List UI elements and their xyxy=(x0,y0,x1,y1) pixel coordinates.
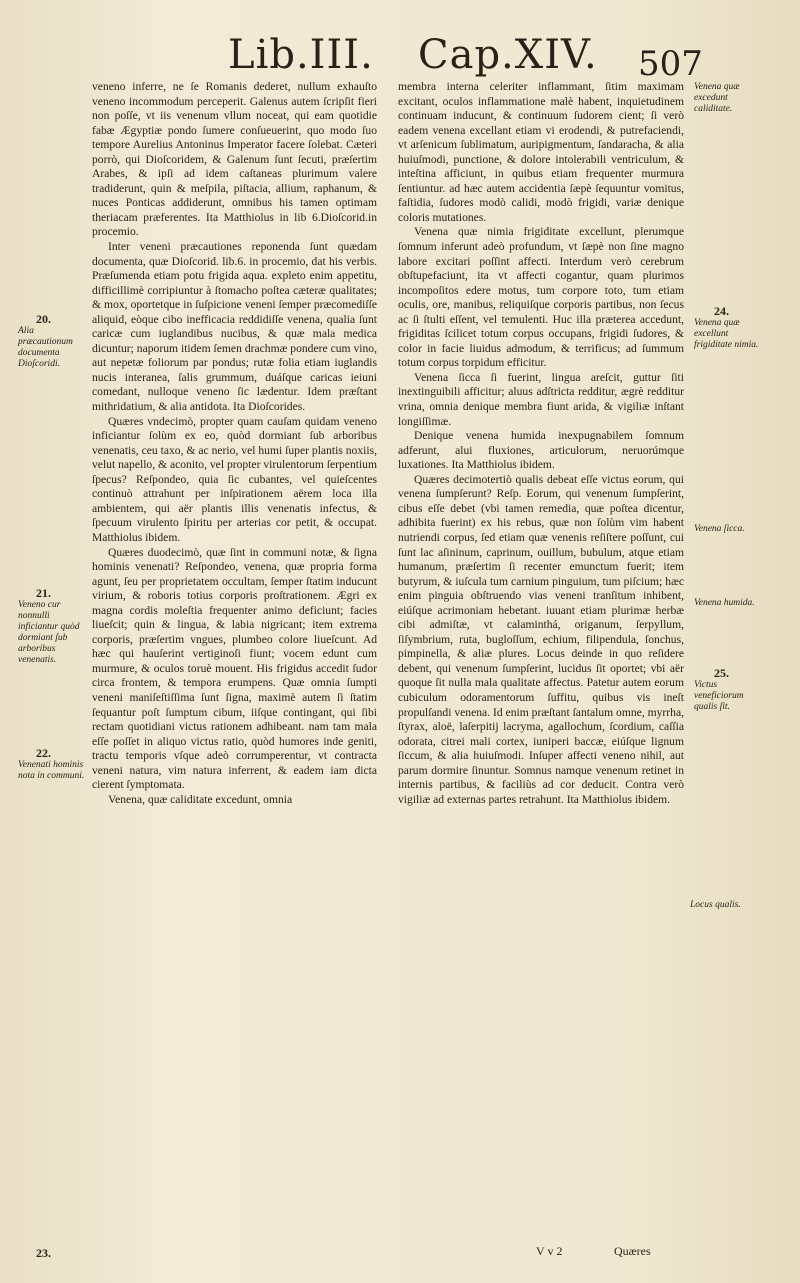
paragraph: veneno inferre, ne ſe Romanis dederet, nullum exhauſto veneno incommodum perceperit. Galenus autem ſcripſit fieri non poſſe, vt iis venenum vllum noceat, qui eam quotidie fabæ Ægyptiæ pondo ſumere conſueuerint, quo modo ſuo tempore Aurelius Antoninus Imperator facere ſolebat. Cæteri porrò, qui Dioſcoridem, & Galenum ſunt ſecuti, præſertim Arabes, & ipſi ad idem caſtaneas plurimum valere tradiderunt, quin & meſpila, piſtacia, allium, raphanum, & nuces Ponticas addiderunt, omnibus his tamen optimam theriacam præferentes. Ita Matthiolus in lib 6.Dioſcorid.in procemio. xyxy=(92,80,377,239)
margin-note: Veneno cur nonnulli inficiantur quòd dormiant ſub arboribus venenatis. xyxy=(18,600,80,665)
paragraph: membra interna celeriter inflammant, ſitim maximam excitant, oculos inflammatione malè habent, inquietudinem continuam inducunt, & continuum ſudorem cient; ſi verò eadem venena excellant etiam vi erodendi, & putrefaciendi, vt arſenicum ſublimatum, auripigmentum, ſandaracha, & alia huiuſmodi, punctione, & dolore intolerabili ventriculum, & inteſtina afficiunt, in quibus etiam frequenter murmura ſentiuntur. ad hæc autem accidentia ſæpè ſequuntur vomitus, faſtidia, ſudores modò calidi, modò frigidi, variæ denique coloris mutationes. xyxy=(398,80,684,224)
paragraph: Quæres decimotertiò qualis debeat eſſe victus eorum, qui venena ſumpſerunt? Reſp. Eorum, qui venenum ſumpſerint, cibus eſſe debet (vbi tamen remedia, quæ poſtea dicentur, adhibita fuerint) ex his rebus, quæ non ſolùm vim habent nutriendi corpus, ſed etiam quæ venenis reſiſtere poſſunt, cui ſunt lac aſininum, caprinum, ouillum, bubulum, atque etiam humanum, præſertim ſi recenter emunctum fuerit; item butyrum, & iuſcula tum carnium pinguium, tum piſcium; hæc enim pinguia obſtruendo vias veneni tranſitum inhibent, eiúſque acrimoniam hebetant. iuuant etiam plurimæ herbæ cibi admiſtæ, vt calaminthá, origanum, ſerpyllum, ſiſymbrium, ruta, bugloſſum, echium, filipendula, ſonchus, pimpinella, & aliæ plures. Locus deinde in quo reſidere debent, qui venenum ſumpſerint, lucidus ſit oportet; vbi aër quoque ſit nulla mala qualitate affectus. Patetur autem eorum cubiculum odoramentorum ſuffitu, quibus vis ineſt propulſandi venena. Id enim præſtant ſantalum omne, myrrha, ſtyrax, aloë, laſerpitij lacryma, agallochum, ſcordium, caſſia odorata, citrei mali cortex, iuniperi baccæ, eiúſque lignum ſiccum, & alia huiuſmodi. Inſuper affecti veneno nihil, aut parum dormire ſinuntur. Somnus namque venenum retinet in internis partibus, & faciliùs ad cor deducit. Contra verò vigiliæ ad externas partes retrahunt. Ita Matthiolus ibidem. xyxy=(398,472,684,806)
margin-note: Venena ſicca. xyxy=(694,524,745,534)
page-number: 507 xyxy=(638,44,703,84)
paragraph: Denique venena humida inexpugnabilem ſomnum adferunt, alui fluxiones, articulorum, neruorúmque luxationes. Ita Matthiolus ibidem. xyxy=(398,429,684,472)
margin-number: 20. xyxy=(36,312,51,326)
right-text-column xyxy=(398,80,684,807)
paragraph: Venena ſicca ſi fuerint, lingua areſcit, guttur ſiti inextinguibili afficitur; aluus adſtricta redditur, ægrè redditur vrina, omnia denique membra fiunt arida, & vigiliæ inſtant longiſſimæ. xyxy=(398,370,684,428)
margin-number: 22. xyxy=(36,746,51,760)
paragraph: Quæres vndecimò, propter quam cauſam quidam veneno inficiantur ſolùm ex eo, quòd dormiant ſub arboribus venenatis, ceu taxo, & ac nerio, vel humi ſuper plantis noxiis, velut napello, & aconito, vel propter virulentorum ſerpentium ſpecus? Reſpondeo, quia ſic cubantes, vel quieſcentes continuò attrahunt per inſpirationem aërem loca illa ambientem, qui aër plantis illis venenatis infectus, & ſpecuum virulento ſpiritu per arterias cor petit, & occupat. Matthiolus ibidem. xyxy=(92,414,377,544)
margin-note: Venena quæ excellunt frigiditate nimia. xyxy=(694,318,759,350)
margin-note: Venena quæ excedunt caliditate. xyxy=(694,82,740,114)
paragraph: Inter veneni præcautiones reponenda ſunt quædam documenta, quæ Dioſcorid. lib.6. in procemio, dat his verbis. Præſumenda etiam potu frigida aqua. expleto enim appetitu, difficillimè corripiuntur à ſtomacho poſtea cæteræ qualitates; & mox, oportetque in ſuſpicione veneni ſemper præcomediſſe aliquid, eòque cibo inefficacia reddidiſſe venena, qualia ſunt caricæ cum iuglandibus nucibus, & quæ mala medica dicuntur; naporum itidem ſemen drachmæ pondere cum vino, aut nepetæ foliorum par pondus; rutæ folia etiam iuglandis nucis interanea, ſalis grummum, duáſque caricas ieiuni comedant, nulloque veneno ſic lædentur. Idem præſtant mithridatium, & alia antidota. Ita Dioſcorides. xyxy=(92,240,377,414)
chapter-number: Cap.XIV. xyxy=(418,32,598,78)
margin-number: 23. xyxy=(36,1246,51,1260)
signature-mark: V v 2 xyxy=(536,1244,563,1258)
catchword: Quæres xyxy=(614,1244,651,1258)
paragraph: Quæres duodecimò, quæ ſint in communi notæ, & ſigna hominis venenati? Reſpondeo, venena, quæ propria forma agunt, ſeu per proprietatem occultam, ſemper ſtatim inducunt virium, & roboris totius corporis proſtrationem. Ægri ex magna cordis moleſtia frequenter animo deficiunt; facies liueſcit; quin & lingua, & labia nigricant; item extrema corporis, præſertim vngues, plumbeo colore liueſcunt. Ad hæc qui hauſerint vertiginoſi fiunt; vocem edunt cum murmure, & oculos toruè mouent. His frigidus accedit ſudor circa frontem, & tempora erumpens. Quæ omnia ſumpti veneni maniſeſtiſſima ſunt ſigna, maximè autem ſi ſtatim ſequantur poſt ſumptum cibum, iiſque contingant, qui ſibi rectam quotidiani victus rationem adhibeant. nam tam mala eſſe poſſet in aliquo victus ratio, quòd humores inde geniti, tractu temporis vſque adeò corrumperentur, vt contracta veneni natura, vim natura inferrent, & eadem iam dicta cierent ſymptomata. xyxy=(92,545,377,792)
margin-note: Locus qualis. xyxy=(690,900,741,910)
margin-number: 24. xyxy=(714,304,729,318)
margin-note: Victus veneficiorum qualis ſit. xyxy=(694,680,744,712)
book-number: Lib.III. xyxy=(228,32,374,78)
margin-number: 25. xyxy=(714,666,729,680)
margin-note: Venena humida. xyxy=(694,598,755,608)
margin-note: Venenati hominis nota in communi. xyxy=(18,760,85,781)
margin-number: 21. xyxy=(36,586,51,600)
left-text-column xyxy=(92,80,377,807)
margin-note: Alia præcautionum documenta Dioſcoridi. xyxy=(18,326,73,369)
paragraph: Venena quæ nimia frigiditate excellunt, plerumque ſomnum inferunt adeò profundum, vt ſæpè non ſine magno labore excitari poſſint affecti. Interdum verò cerebrum obſtupefaciunt, ita vt affecti cogantur, quam plurimos incompoſitos edere motus, tum corpore toto, tum etiam oculis, ore, manibus, reliquiſque corporis partibus, non ſecus ac ſi ſtulti eſſent, vel temulenti. Huc illa præterea accedunt, frigiditas ſcilicet totum corpus occupans, frigidi ſudores, & color in facie liuidus admodum, & terrificus; ad ſummum totum corpus torpidum efficitur. xyxy=(398,225,684,370)
paragraph: Venena, quæ caliditate excedunt, omnia xyxy=(108,792,293,806)
